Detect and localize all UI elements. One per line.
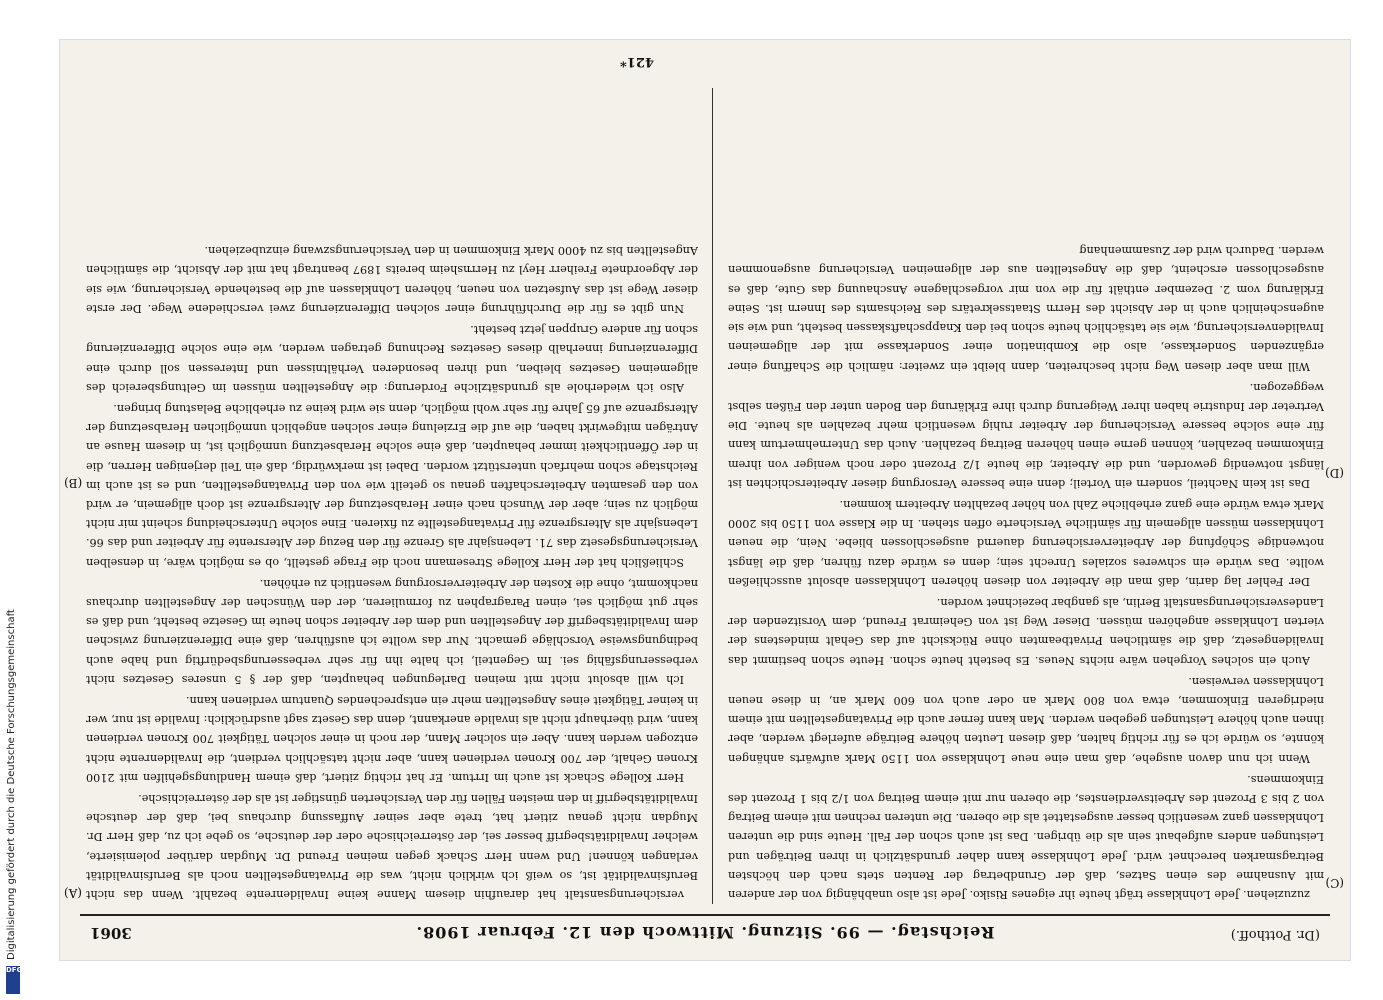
paragraph: Will man aber diesen Weg nicht beschreiten, dann bleibt ein zweiter: nämlich die Schaffung einer ergänzenden Sonderkasse, also die Kombination einer Sonderkasse mit der allgemeinen Invalidenversicherung, wie sie tatsächlich heute schon bei den Knappschaftskassen besteht, und wie sie augenscheinlich auch in der Absicht des Herrn Staatssekretärs des Reichsamts des Innern ist. Seine Erklärung vom 2. Dezember enthält für die von mir vorgeschlagene Anschauung das Gute, daß es ausgeschlossen erscheint, daß die Angestellten aus der allgemeinen Versicherung ausgenommen werden. Dadurch wird der Zusammenhang — [728, 244, 1324, 373]
funding-sidebar — [4, 0, 23, 1000]
paragraph: Herr Kollege Schack ist auch im Irrtum. Er hat richtig zitiert, daß einem Handlungsgehilfen mit 2100 Kronen Gehalt, der 700 Kronen verdienen kann, aber nicht tatsächlich verdient, die Invalidenrente nicht entzogen werden kann. Aber ein solcher Mann, der noch in einer solchen Tätigkeit 700 Kronen verdienen kann, wird überhaupt nicht als invalide anerkannt, denn das Gesetz sagt ausdrücklich: Invalide ist nur, wer in keiner Tätigkeit eines Angestellten mehr ein entsprechendes Quantum verdienen kann. — [86, 693, 698, 784]
speaker-reference: (Dr. Potthoff.) — [1230, 927, 1320, 942]
dfg-logo-icon — [6, 966, 23, 994]
margin-marker-b: (B) — [64, 476, 83, 490]
paragraph: Das ist kein Nachteil, sondern ein Vorteil; denn eine bessere Versorgung dieser Arbeiterschichten ist längst notwendig geworden, und die Arbeiter, die heute 1/2 Prozent oder noch weniger von ihrem Einkommen bezahlen, können gerne einen höheren Beitrag bezahlen. Auch das Unternehmertum kann für eine solche bessere Versicherung der Arbeiter ruhig wesentlich mehr bezahlen als heute. Die Vertreter der Industrie haben ihrer Weigerung durch ihre Erklärung den Boden unter den Füßen selbst weggezogen. — [728, 380, 1324, 490]
funding-caption: Digitalisierung gefördert durch die Deutsche Forschungsgemeinschaft — [6, 609, 17, 960]
paragraph: Also ich wiederhole als grundsätzliche Forderung: die Angestellten müssen im Geltungsbereich des allgemeinen Gesetzes bleiben, und ihren besonderen Verhältnissen und Interessen soll durch eine Differenzierung innerhalb dieses Gesetzes Rechnung getragen werden, wie eine solche Differenzierung schon für andere Gruppen jetzt besteht. — [86, 323, 698, 394]
sheet-signature: 421* — [620, 54, 654, 69]
paragraph: Der Fehler lag darin, daß man die Arbeiter von diesen höheren Lohnklassen absolut ausschließen wollte. Das würde ein schweres soziales Unrecht sein; denn es würde dazu führen, daß die längst notwendige Schöpfung der Arbeiterversicherung dauernd ausgeschlossen bliebe. Nein, die neuen Lohnklassen müssen allgemein für sämtliche Versicherte offen stehen. In die Klasse von 1150 bis 2000 Mark etwa würde eine ganz erhebliche Zahl von höher bezahlten Arbeitern kommen. — [728, 497, 1324, 588]
left-text-column — [728, 88, 1324, 904]
dfg-logo-text: DFG — [6, 966, 23, 974]
page-number: 3061 — [90, 924, 132, 942]
margin-marker-d: (D) — [1325, 466, 1344, 480]
scanned-page — [60, 40, 1350, 960]
paragraph: Schließlich hat der Herr Kollege Stresemann noch die Frage gestellt, ob es möglich wäre, in denselben Versicherungsgesetz das 71. Lebensjahr als Grenze für den Bezug der Altersrente für Arbeiter und das 66. Lebensjahr als Altersgrenze für Privatangestellte zu fixieren. Eine solche Unterscheidung scheint mir nicht möglich zu sein; aber der Wunsch nach einer Herabsetzung der Altersgrenze ist doch allgemein, er wird von den gesamten Arbeiterschaften genau so geteilt wie von den Privatangestellten, und es ist auch im Reichstage schon mehrfach unterstützt worden. Dabei ist merkwürdig, daß ein Teil derjenigen Herren, die in der Öffentlichkeit immer behaupten, daß eine solche Herabsetzung unmöglich ist, in diesem Hause an Anträgen mitgewirkt haben, die auf die Erzielung einer solchen angeblich unmöglichen Herabsetzung der Altersgrenze auf 65 Jahre für sehr wohl möglich, denn sie wird keine zu erhebliche Belastung bringen. — [86, 401, 698, 569]
page-header — [80, 914, 1330, 950]
paragraph: versicherungsanstalt hat daraufhin diesem Manne keine Invalidenrente bezahlt. Wenn das nicht Berufsinvalidität ist, so weiß ich wirklich nicht, was die Privatangestellten noch als Berufsinvalidität verlangen können! Und wenn Herr Schack gegen meinen Freund Dr. Mugdan darüber polemisierte, welcher Invaliditätsbegriff besser sei, der österreichische oder der deutsche, so gebe ich zu, daß Herr Dr. Mugdan nicht genau zitiert hat, trete aber seiner Auffassung durchaus bei, daß der deutsche Invaliditätsbegriff in den meisten Fällen für den Versicherten günstiger ist als der österreichische. — [86, 791, 698, 901]
page-headline: Reichstag. — 99. Sitzung. Mittwoch den 12. Februar 1908. — [415, 923, 995, 942]
paragraph: Wenn ich nun davon ausgehe, daß man eine neue Lohnklasse von 1150 Mark aufwärts anhängen könnte, so würde ich es für richtig halten, daß diesen Leuten höhere Beiträge auferlegt werden, aber ihnen auch höhere Leistungen gegeben werden. Man kann ferner auch die Privatangestellten mit einem niedrigeren Einkommen, etwa von 800 Mark an oder auch von 600 Mark an, in diese neuen Lohnklassen verweisen. — [728, 674, 1324, 765]
column-divider — [712, 88, 713, 904]
right-text-column — [86, 88, 698, 904]
paragraph: Ich will absolut nicht mit meinen Darlegungen behaupten, daß der § 5 unseres Gesetzes nicht verbesserungsfähig sei. Im Gegenteil, ich halte ihn für sehr verbesserungsbedürftig und habe auch bedingungsweise Vorschläge gemacht. Nur das wollte ich ausführen, daß eine Differenzierung zwischen dem Invaliditätsbegriff der Angestellten und dem der Arbeiter schon heute im Gesetze besteht, und daß es sehr gut möglich sei, einen Paragraphen zu formulieren, der den Wünschen der Angestellten durchaus nachkommt, ohne die Kosten der Arbeiterversorgung wesentlich zu erhöhen. — [86, 576, 698, 686]
margin-marker-a: (A) — [64, 886, 83, 900]
paragraph: Auch ein solches Vorgehen wäre nichts Neues. Es besteht heute schon. Heute schon bestimmt das Invalidengesetz, daß die sämtlichen Privatbeamten ohne Rücksicht auf das Gehalt mindestens der vierten Lohnklasse angehören müssen. Dieser Weg ist von Geheimrat Freund, dem Vorsitzenden der Landesversicherungsanstalt Berlin, als gangbar bezeichnet worden. — [728, 595, 1324, 667]
margin-marker-c: (C) — [1325, 876, 1344, 890]
paragraph: zuzuziehen. Jede Lohnklasse trägt heute ihr eigenes Risiko. Jede ist also unabhängig von der anderen mit Ausnahme des einen Satzes, daß der Grundbetrag der Renten stets nach den höchsten Beitragsmarken berechnet wird. Jede Lohnklasse kann daher grundsätzlich in ihren Beiträgen und Leistungen anders aufgebaut sein als die übrigen. Das ist auch schon der Fall. Heute sind die unteren Lohnklassen ganz wesentlich besser ausgestattet als die oberen. Die unteren rechnen mit einem Beitrag von 2 bis 3 Prozent des Arbeitsverdienstes, die oberen nur mit einem Beitrag von 1/2 bis 1 Prozent des Einkommens. — [728, 772, 1324, 901]
paragraph: Nun gibt es für die Durchführung einer solchen Differenzierung zwei verschiedene Wege. Der erste dieser Wege ist das Aufsetzen von neuen, höheren Lohnklassen auf die bestehende Versicherung, wie sie der Abgeordnete Freiherr Heyl zu Herrnsheim bereits 1897 beantragt hat mit der Absicht, die sämtlichen Angestellten bis zu 4000 Mark Einkommen in den Versicherungszwang einzubeziehen. — [86, 244, 698, 315]
